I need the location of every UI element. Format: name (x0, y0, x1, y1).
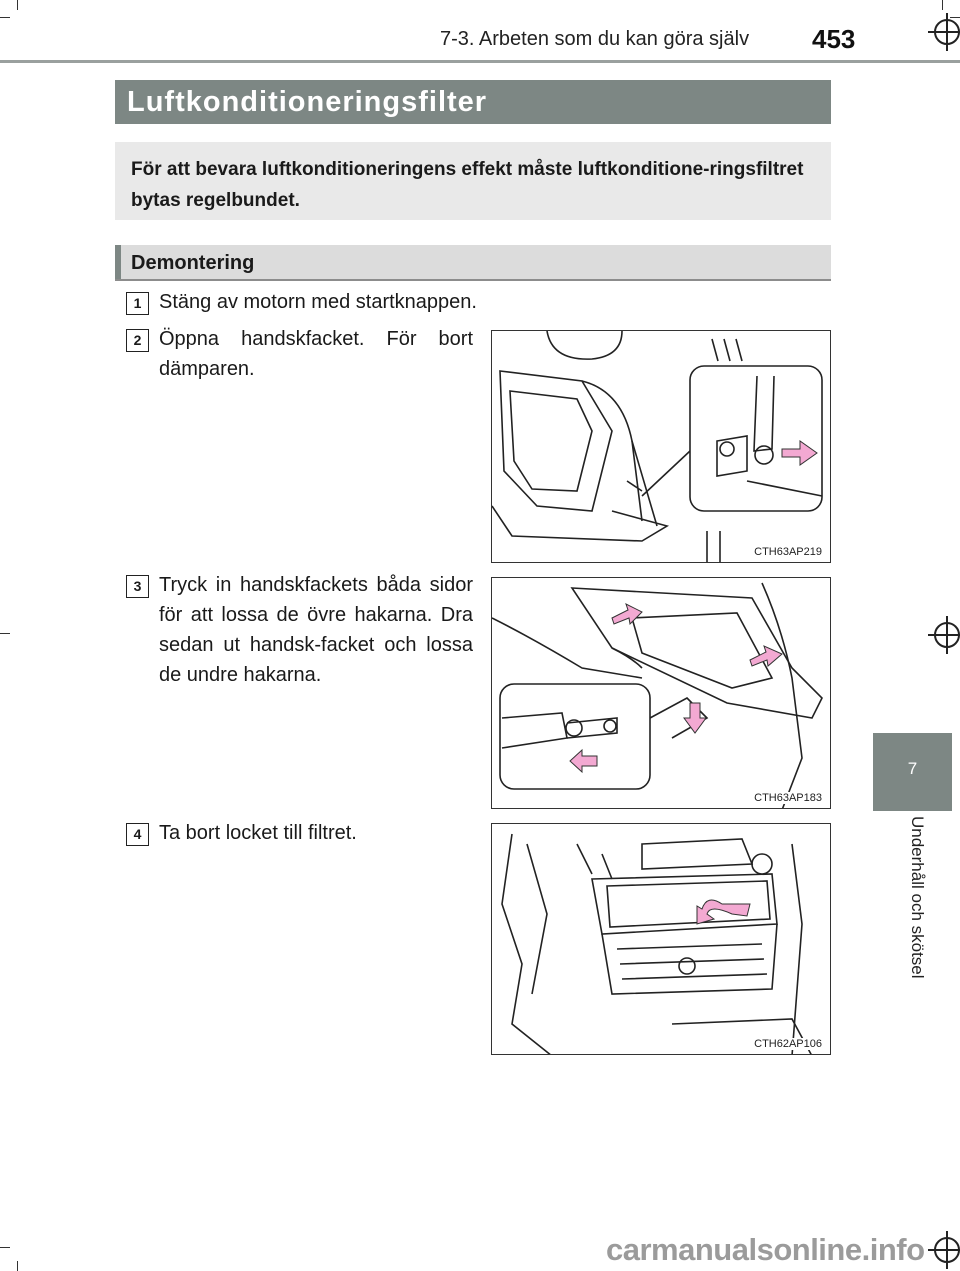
registration-mark-icon (934, 19, 960, 45)
step-text-1: Stäng av motorn med startknappen. (159, 291, 477, 313)
step-text-4: Ta bort locket till filtret. (159, 822, 357, 844)
figure-code: CTH63AP219 (754, 546, 822, 558)
figure-code: CTH62AP106 (754, 1038, 822, 1050)
figure-code: CTH63AP183 (754, 792, 822, 804)
crop-mark (942, 0, 943, 10)
filter-cover-drawing (492, 824, 831, 1055)
crop-mark (0, 17, 10, 18)
step-number-4: 4 (126, 823, 149, 846)
step-number-2: 2 (126, 329, 149, 352)
section-heading: Demontering (131, 252, 255, 274)
illustration-glovebox-damper (491, 330, 831, 563)
glovebox-claws-drawing (492, 578, 831, 809)
page-title-bar (115, 80, 831, 124)
watermark: carmanualsonline.info (606, 1232, 925, 1267)
running-header: 7-3. Arbeten som du kan göra själv (440, 28, 750, 50)
registration-mark-icon (934, 1237, 960, 1263)
glovebox-damper-drawing (492, 331, 831, 563)
illustration-glovebox-claws (491, 577, 831, 809)
registration-mark-icon (934, 622, 960, 648)
step-text-3: Tryck in handskfackets båda sidor för att lossa de övre hakarna. Dra sedan ut handsk-facket och lossa de undre hakarna. (159, 574, 473, 686)
crop-mark (950, 17, 960, 18)
step-number-1: 1 (126, 292, 149, 315)
crop-mark (0, 633, 10, 634)
section-heading-bar (115, 245, 831, 281)
illustration-filter-cover (491, 823, 831, 1055)
chapter-number: 7 (907, 759, 918, 778)
step-number-3: 3 (126, 575, 149, 598)
intro-text: För att bevara luftkonditioneringens effekt måste luftkonditione-ringsfiltret bytas regelbundet. (131, 159, 804, 211)
crop-mark (17, 0, 18, 10)
page-title: Luftkonditioneringsfilter (127, 86, 488, 118)
page-number: 453 (812, 24, 856, 54)
crop-mark (17, 1261, 18, 1271)
header-rule (0, 60, 960, 63)
intro-box (115, 142, 831, 220)
chapter-label: Underhåll och skötsel (908, 816, 927, 979)
step-text-2: Öppna handskfacket. För bort dämparen. (159, 328, 473, 380)
crop-mark (0, 1247, 10, 1248)
chapter-label-container (905, 816, 929, 1016)
chapter-tab (873, 733, 952, 811)
